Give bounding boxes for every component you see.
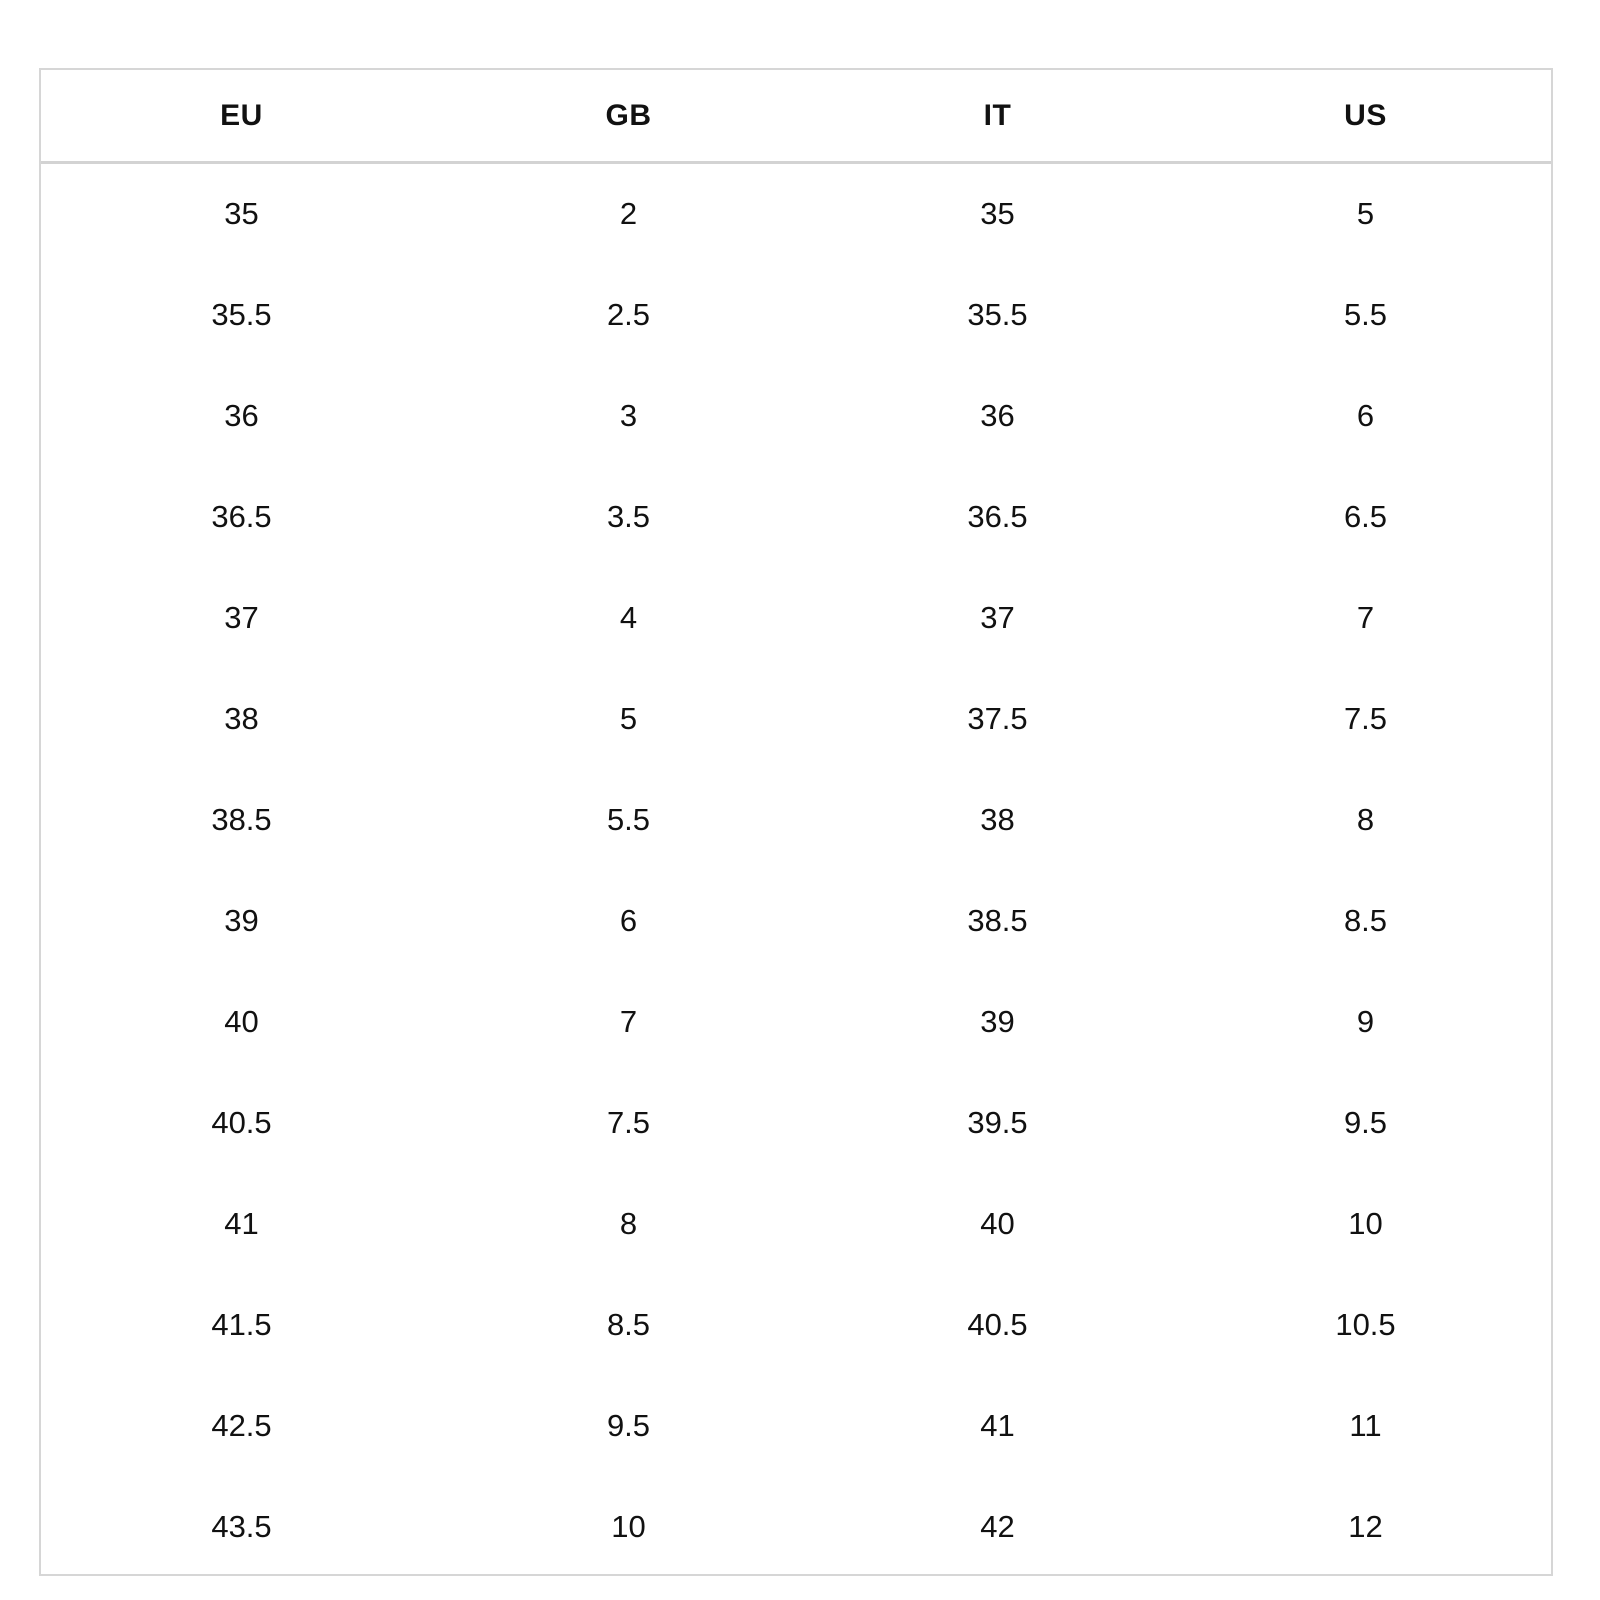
- column-header-gb: GB: [442, 70, 815, 163]
- table-row: [41, 365, 1551, 466]
- size-cell-eu: 35.5: [211, 296, 272, 332]
- size-cell-eu: 35: [224, 196, 259, 231]
- size-cell-gb: 5: [619, 700, 638, 736]
- table-row: [41, 1072, 1551, 1173]
- size-chart-table: [41, 70, 1551, 1577]
- size-cell-us: 9.5: [1343, 1104, 1388, 1140]
- size-cell-us: 8.5: [1343, 902, 1388, 938]
- size-cell-us: 7: [1356, 599, 1375, 635]
- size-cell-us: 6.5: [1343, 498, 1388, 534]
- size-cell-it: 36.5: [967, 498, 1028, 534]
- size-cell-it: 40.5: [967, 1306, 1028, 1342]
- size-cell-it: 37.5: [967, 700, 1028, 736]
- table-row: [41, 466, 1551, 567]
- column-header-it: IT: [815, 70, 1180, 163]
- size-cell-gb: 3.5: [606, 498, 651, 534]
- size-cell-gb: 7: [619, 1003, 638, 1039]
- size-cell-us: 10: [1348, 1205, 1383, 1241]
- size-cell-it: 37: [980, 599, 1015, 635]
- size-cell-gb: 9.5: [606, 1407, 651, 1443]
- table-row: [41, 971, 1551, 1072]
- table-row: [41, 1173, 1551, 1274]
- size-cell-us: 7.5: [1343, 700, 1388, 736]
- size-cell-eu: 41: [224, 1205, 259, 1241]
- size-cell-eu: 41.5: [211, 1306, 272, 1342]
- size-cell-us: 6: [1356, 397, 1375, 433]
- size-cell-gb: 8.5: [606, 1306, 651, 1342]
- size-cell-it: 38: [980, 801, 1015, 837]
- size-cell-us: 5: [1356, 196, 1375, 231]
- size-cell-eu: 40: [224, 1003, 259, 1039]
- size-cell-eu: 42.5: [211, 1407, 272, 1443]
- size-cell-gb: 3: [619, 397, 638, 433]
- size-cell-gb: 4: [619, 599, 638, 635]
- size-cell-eu: 38: [224, 700, 259, 736]
- size-cell-eu: 37: [224, 599, 259, 635]
- size-cell-gb: 7.5: [606, 1104, 651, 1140]
- size-cell-us: 10.5: [1335, 1306, 1396, 1342]
- table-body: [41, 163, 1551, 1578]
- size-cell-it: 39: [980, 1003, 1015, 1039]
- size-cell-gb: 2: [619, 196, 638, 231]
- table-row: [41, 870, 1551, 971]
- size-cell-eu: 36: [224, 397, 259, 433]
- table-row: [41, 1476, 1551, 1577]
- size-cell-us: 8: [1356, 801, 1375, 837]
- size-cell-gb: 2.5: [606, 296, 651, 332]
- size-cell-eu: 36.5: [211, 498, 272, 534]
- size-cell-eu: 43.5: [211, 1508, 272, 1544]
- table-header: [41, 70, 1551, 163]
- size-cell-it: 38.5: [967, 902, 1028, 938]
- header-row: [41, 70, 1551, 163]
- table-row: [41, 163, 1551, 265]
- size-cell-gb: 10: [611, 1508, 646, 1544]
- size-cell-it: 35: [980, 196, 1015, 231]
- table-row: [41, 1274, 1551, 1375]
- size-cell-it: 40: [980, 1205, 1015, 1241]
- size-cell-eu: 38.5: [211, 801, 272, 837]
- size-cell-it: 36: [980, 397, 1015, 433]
- size-cell-eu: 40.5: [211, 1104, 272, 1140]
- size-cell-us: 12: [1348, 1508, 1383, 1544]
- size-cell-eu: 39: [224, 902, 259, 938]
- size-cell-gb: 8: [619, 1205, 638, 1241]
- size-cell-it: 35.5: [967, 296, 1028, 332]
- size-cell-it: 42: [980, 1508, 1015, 1544]
- size-cell-us: 9: [1356, 1003, 1375, 1039]
- column-header-us: US: [1180, 70, 1551, 163]
- size-cell-it: 39.5: [967, 1104, 1028, 1140]
- size-chart-table-container: [39, 68, 1553, 1576]
- size-cell-it: 41: [980, 1407, 1015, 1443]
- table-row: [41, 769, 1551, 870]
- table-row: [41, 264, 1551, 365]
- size-cell-us: 5.5: [1343, 296, 1388, 332]
- size-cell-gb: 5.5: [606, 801, 651, 837]
- column-header-eu: EU: [41, 70, 442, 163]
- size-cell-us: 11: [1349, 1407, 1382, 1443]
- table-row: [41, 567, 1551, 668]
- table-row: [41, 668, 1551, 769]
- table-row: [41, 1375, 1551, 1476]
- size-cell-gb: 6: [619, 902, 638, 938]
